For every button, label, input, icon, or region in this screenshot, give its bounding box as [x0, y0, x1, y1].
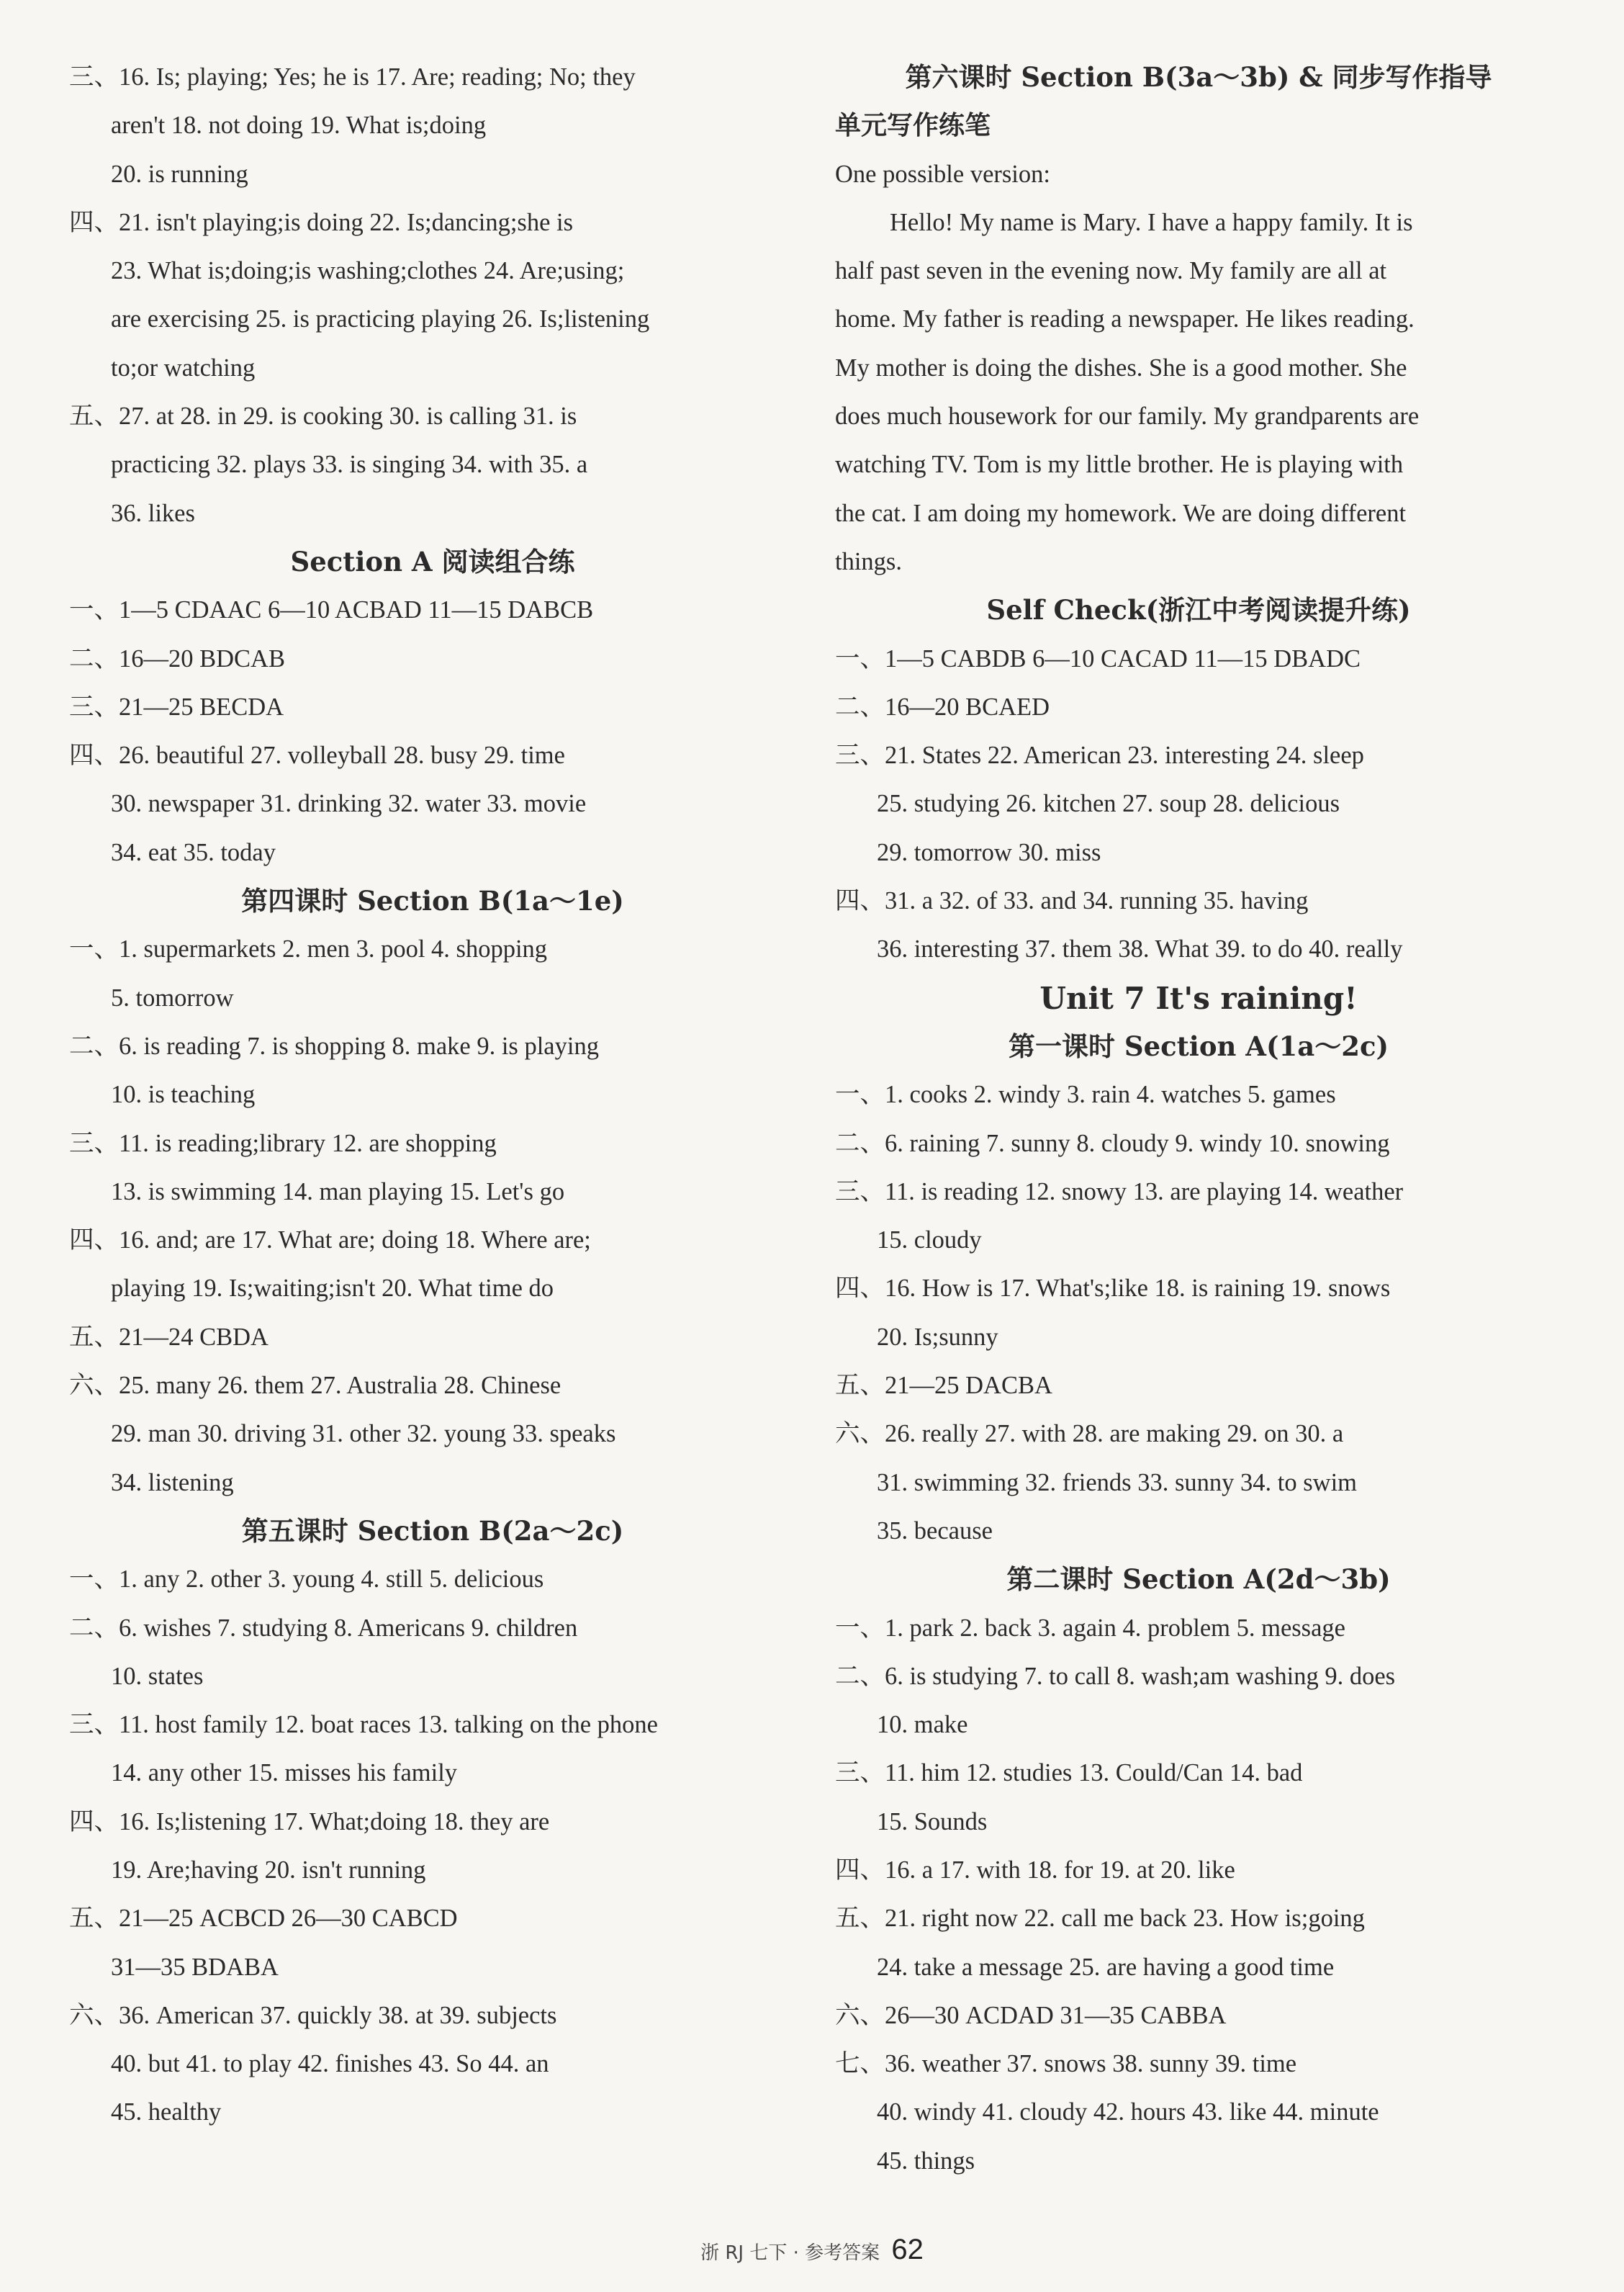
answer-line: 35. because	[877, 1516, 993, 1545]
answer-line: 31—35 BDABA	[111, 1953, 279, 1981]
section-heading: 第一课时 Section A(1a～2c)	[1009, 1030, 1389, 1062]
answer-line: 三、16. Is; playing; Yes; he is 17. Are; reading; No; they	[69, 63, 636, 91]
answer-line: 二、6. is studying 7. to call 8. wash;am washing 9. does	[835, 1662, 1396, 1690]
answer-line: 19. Are;having 20. isn't running	[111, 1856, 426, 1884]
answer-line: 14. any other 15. misses his family	[111, 1759, 458, 1787]
answer-line: 四、26. beautiful 27. volleyball 28. busy 29. time	[69, 742, 565, 770]
answer-line: 40. windy 41. cloudy 42. hours 43. like 44. minute	[877, 2098, 1379, 2126]
section-heading: 第六课时 Section B(3a～3b) & 同步写作指导	[905, 61, 1492, 93]
right-column	[835, 53, 1562, 2185]
answer-line: 四、16. and; are 17. What are; doing 18. Where are;	[69, 1226, 591, 1254]
answer-line: 一、1—5 CABDB 6—10 CACAD 11—15 DBADC	[835, 644, 1361, 673]
answer-line: 一、1. supermarkets 2. men 3. pool 4. shopping	[69, 935, 548, 963]
page-footer	[0, 2234, 1624, 2266]
essay-line: the cat. I am doing my homework. We are doing different	[835, 499, 1407, 527]
answer-line: 29. tomorrow 30. miss	[877, 838, 1101, 866]
answer-line: 六、26—30 ACDAD 31—35 CABBA	[835, 2001, 1227, 2029]
answer-line: 三、11. is reading;library 12. are shopping	[69, 1129, 497, 1157]
essay-line: things.	[835, 547, 902, 575]
answer-line: 10. is teaching	[111, 1081, 256, 1109]
section-heading: 第五课时 Section B(2a～2c)	[241, 1514, 624, 1547]
answer-line: 40. but 41. to play 42. finishes 43. So 44. an	[111, 2050, 549, 2078]
answer-line: 36. likes	[111, 499, 195, 527]
answer-line: 一、1. park 2. back 3. again 4. problem 5. message	[835, 1614, 1345, 1642]
essay-line: My mother is doing the dishes. She is a good mother. She	[835, 354, 1407, 382]
subsection-heading: 单元写作练笔	[835, 111, 991, 141]
answer-line: 13. is swimming 14. man playing 15. Let's go	[111, 1177, 565, 1205]
answer-line: 36. interesting 37. them 38. What 39. to do 40. really	[877, 935, 1403, 963]
answer-line: 七、36. weather 37. snows 38. sunny 39. time	[835, 2050, 1297, 2078]
essay-line: Hello! My name is Mary. I have a happy family. It is	[890, 208, 1413, 236]
answer-line: 20. is running	[111, 160, 248, 188]
essay-line: home. My father is reading a newspaper. He likes reading.	[835, 305, 1415, 333]
answer-line: 五、21—25 DACBA	[835, 1372, 1052, 1400]
essay-line: watching TV. Tom is my little brother. He is playing with	[835, 451, 1404, 479]
answer-line: are exercising 25. is practicing playing 26. Is;listening	[111, 305, 650, 333]
answer-line: 30. newspaper 31. drinking 32. water 33. movie	[111, 790, 587, 818]
answer-line: 六、36. American 37. quickly 38. at 39. subjects	[69, 2001, 557, 2029]
essay-line: does much housework for our family. My grandparents are	[835, 403, 1420, 431]
answer-line: 六、25. many 26. them 27. Australia 28. Chinese	[69, 1372, 561, 1400]
answer-line: playing 19. Is;waiting;isn't 20. What time do	[111, 1275, 554, 1303]
answer-line: 三、11. him 12. studies 13. Could/Can 14. bad	[835, 1759, 1303, 1787]
answer-line: 一、1. cooks 2. windy 3. rain 4. watches 5. games	[835, 1081, 1336, 1109]
answer-line: 二、16—20 BDCAB	[69, 644, 285, 673]
answer-line: 34. eat 35. today	[111, 838, 276, 866]
answer-line: 五、21. right now 22. call me back 23. How is;going	[835, 1905, 1365, 1933]
answer-line: 45. things	[877, 2147, 975, 2175]
answer-line: 一、1—5 CDAAC 6—10 ACBAD 11—15 DABCB	[69, 596, 594, 624]
answer-line: 24. take a message 25. are having a good time	[877, 1953, 1335, 1981]
answer-line: 25. studying 26. kitchen 27. soup 28. delicious	[877, 790, 1340, 818]
section-heading: Section A 阅读组合练	[290, 545, 575, 578]
left-column	[69, 53, 796, 2137]
answer-line: 四、16. How is 17. What's;like 18. is raining 19. snows	[835, 1275, 1391, 1303]
answer-line: 五、21—24 CBDA	[69, 1323, 269, 1351]
section-heading: 第二课时 Section A(2d～3b)	[1006, 1563, 1391, 1596]
section-heading: Self Check(浙江中考阅读提升练)	[986, 594, 1411, 626]
page-number: 62	[891, 2234, 924, 2265]
answer-line: 六、26. really 27. with 28. are making 29. on 30. a	[835, 1420, 1344, 1448]
section-heading: 第四课时 Section B(1a～1e)	[241, 885, 624, 917]
answer-line: practicing 32. plays 33. is singing 34. with 35. a	[111, 451, 588, 479]
answer-line: 五、27. at 28. in 29. is cooking 30. is calling 31. is	[69, 403, 577, 431]
section-heading: Unit 7 It's raining!	[1039, 980, 1358, 1016]
answer-line: 四、21. isn't playing;is doing 22. Is;dancing;she is	[69, 208, 574, 236]
answer-line: 10. make	[877, 1711, 968, 1739]
answer-line: 23. What is;doing;is washing;clothes 24. Are;using;	[111, 257, 625, 285]
essay-line: half past seven in the evening now. My family are all at	[835, 257, 1387, 285]
answer-line: 二、6. is reading 7. is shopping 8. make 9. is playing	[69, 1032, 599, 1060]
answer-line: 10. states	[111, 1662, 204, 1690]
answer-line: aren't 18. not doing 19. What is;doing	[111, 112, 487, 140]
answer-line: 一、1. any 2. other 3. young 4. still 5. delicious	[69, 1565, 544, 1594]
answer-line: 三、11. host family 12. boat races 13. talking on the phone	[69, 1711, 658, 1739]
answer-line: 20. Is;sunny	[877, 1323, 998, 1351]
answer-line: 四、31. a 32. of 33. and 34. running 35. having	[835, 887, 1309, 915]
answer-line: 三、21—25 BECDA	[69, 693, 284, 721]
answer-line: 5. tomorrow	[111, 984, 234, 1012]
answer-line: to;or watching	[111, 354, 256, 382]
answer-line: 四、16. Is;listening 17. What;doing 18. they are	[69, 1807, 550, 1835]
answer-line: 二、16—20 BCAED	[835, 693, 1050, 721]
answer-line: 二、6. wishes 7. studying 8. Americans 9. children	[69, 1614, 578, 1642]
answer-line: 29. man 30. driving 31. other 32. young 33. speaks	[111, 1420, 616, 1448]
answer-line: 15. cloudy	[877, 1226, 982, 1254]
answer-line: 45. healthy	[111, 2098, 222, 2126]
answer-line: 15. Sounds	[877, 1807, 988, 1835]
essay-line: One possible version:	[835, 160, 1050, 188]
answer-line: 三、21. States 22. American 23. interesting 24. sleep	[835, 742, 1364, 770]
answer-line: 34. listening	[111, 1468, 234, 1496]
answer-line: 31. swimming 32. friends 33. sunny 34. to swim	[877, 1468, 1358, 1496]
answer-line: 四、16. a 17. with 18. for 19. at 20. like	[835, 1856, 1235, 1884]
answer-line: 二、6. raining 7. sunny 8. cloudy 9. windy 10. snowing	[835, 1129, 1390, 1157]
answer-line: 五、21—25 ACBCD 26—30 CABCD	[69, 1905, 458, 1933]
answer-line: 三、11. is reading 12. snowy 13. are playing 14. weather	[835, 1177, 1404, 1205]
footer-label: 浙 RJ 七下 · 参考答案	[700, 2242, 880, 2264]
